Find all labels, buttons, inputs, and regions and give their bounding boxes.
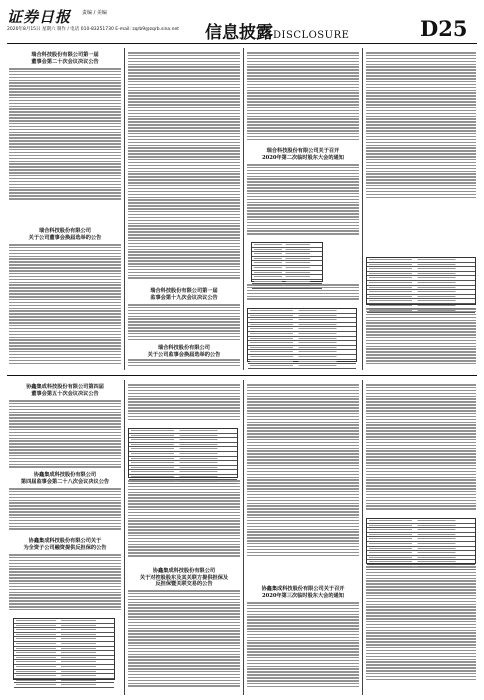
data-table [251, 242, 323, 282]
notice-block [9, 384, 121, 397]
data-table [13, 618, 115, 680]
notice-block [9, 228, 121, 241]
column-divider [243, 380, 244, 695]
notice-body-text [247, 164, 359, 239]
column-divider [124, 380, 125, 695]
data-table [366, 257, 476, 305]
notice-title: 瑞合科技股份有限公司关于召开 2020年第二次临时股东大会的通知 [262, 148, 344, 161]
data-table [247, 308, 357, 362]
notice-body-text [128, 384, 240, 424]
notice-title: 瑞合科技股份有限公司第一届 监事会第十九次会议决议公告 [150, 288, 218, 301]
column-divider [362, 48, 363, 370]
section-title-en: DISCLOSURE [273, 30, 350, 41]
notice-title: 协鑫集成科技股份有限公司 关于对控股股东及其关联方提供担保及 反担保暨关联交易的公告 [139, 568, 229, 588]
notice-body-text [128, 359, 240, 369]
section-title [205, 18, 349, 43]
header-rule [7, 43, 477, 44]
column-divider [124, 48, 125, 370]
notice-body-text [9, 488, 121, 533]
notice-title: 协鑫集成科技股份有限公司 第四届监事会第二十八次会议决议公告 [20, 472, 110, 485]
notice-title: 瑞合科技股份有限公司第一届 董事会第二十次会议决议公告 [31, 52, 99, 65]
notice-body-text [9, 554, 121, 614]
notice-title: 协鑫集成科技股份有限公司关于 为全资子公司融资提供反担保的公告 [23, 538, 107, 551]
notice-body-text [247, 384, 359, 559]
column-divider [243, 48, 244, 370]
notice-body-text [9, 244, 121, 368]
notice-body-text [247, 602, 359, 692]
page-number: D25 [420, 16, 468, 41]
notice-body-text [128, 590, 240, 690]
notice-body-text [128, 304, 240, 344]
notice-block [247, 148, 359, 161]
masthead-logo: 证券日报 [7, 8, 72, 26]
notice-block [9, 52, 121, 65]
notice-block [247, 586, 359, 599]
page-header [0, 0, 484, 46]
notice-block [128, 345, 240, 358]
notice-block [128, 288, 240, 301]
edition-info [82, 10, 107, 16]
notice-block [9, 472, 121, 485]
notice-title: 协鑫集成科技股份有限公司关于召开 2020年第三次临时股东大会的通知 [261, 586, 345, 599]
data-table [128, 428, 238, 478]
notice-block [128, 568, 240, 588]
notice-title: 瑞合科技股份有限公司 关于公司监事会换届选举的公告 [147, 345, 221, 358]
notice-body-text [366, 52, 476, 202]
data-table [366, 518, 476, 564]
notice-body-text [366, 384, 476, 514]
section-divider [7, 375, 477, 376]
issue-date: 2020年8月15日 星期六 [7, 27, 56, 32]
notice-body-text [366, 308, 476, 368]
notice-body-text [366, 566, 476, 686]
contact-info: 制作 / 电话 010-83251730 E-mail: zqrb9@zqrb.sina.net [56, 27, 179, 32]
notice-body-text [128, 480, 240, 562]
notice-body-text [247, 284, 359, 304]
notice-body-text [9, 400, 121, 470]
editor-line: 责编 / 美编 [82, 10, 107, 16]
notice-block [9, 538, 121, 551]
notice-title: 协鑫集成科技股份有限公司第四届 董事会第五十次会议决议公告 [26, 384, 104, 397]
date-contact-line [7, 27, 179, 32]
section-title-cn: 信息披露 [205, 23, 273, 43]
notice-body-text [247, 52, 359, 144]
notice-body-text [128, 52, 240, 282]
notice-title: 瑞合科技股份有限公司 关于公司董事会换届选举的公告 [28, 228, 102, 241]
notice-body-text [9, 68, 121, 203]
column-divider [362, 380, 363, 695]
